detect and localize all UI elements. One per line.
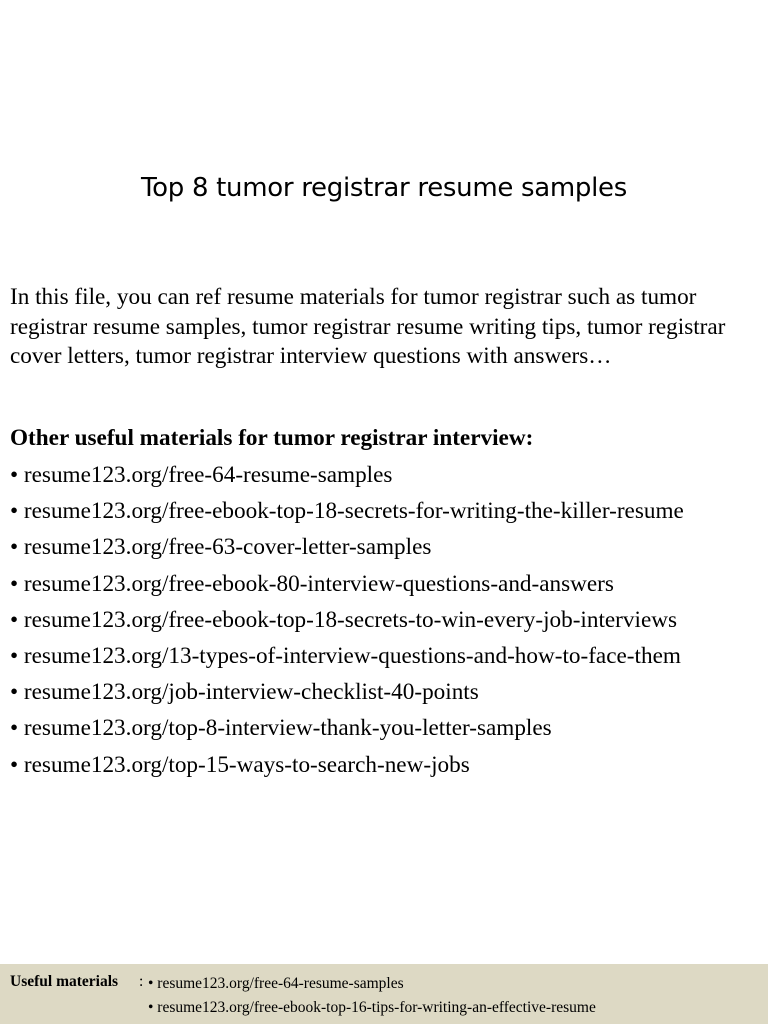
footer-link-item: • resume123.org/free-ebook-top-16-tips-for-writing-an-effective-resume	[148, 999, 596, 1016]
material-link-item: • resume123.org/free-64-resume-samples	[10, 462, 393, 488]
material-link-item: • resume123.org/13-types-of-interview-questions-and-how-to-face-them	[10, 643, 681, 670]
material-link-item: • resume123.org/top-8-interview-thank-you-letter-samples	[10, 715, 552, 742]
footer-label: Useful materials	[10, 973, 119, 990]
footer-link-item: • resume123.org/free-64-resume-samples	[148, 975, 404, 992]
footer-link-list	[148, 972, 596, 1020]
material-link-item: • resume123.org/free-ebook-top-18-secrets-to-win-every-job-interviews	[10, 606, 678, 633]
materials-heading: Other useful materials for tumor registrar interview:	[10, 425, 534, 451]
footer-colon: :	[139, 973, 144, 990]
footer-bar	[0, 964, 768, 1024]
page-title: Top 8 tumor registrar resume samples	[141, 173, 627, 203]
material-link-item: • resume123.org/free-ebook-80-interview-questions-and-answers	[10, 570, 614, 597]
materials-link-list	[10, 457, 766, 783]
material-link-item: • resume123.org/top-15-ways-to-search-new-jobs	[10, 751, 470, 778]
material-link-item: • resume123.org/free-63-cover-letter-samples	[10, 534, 432, 561]
material-link-item: • resume123.org/job-interview-checklist-40-points	[10, 679, 479, 706]
intro-paragraph: In this file, you can ref resume materials for tumor registrar such as tumor registrar resume samples, tumor registrar resume writing tips, tumor registrar cover letters, tumor registrar interview questions with answers…	[10, 284, 726, 369]
material-link-item: • resume123.org/free-ebook-top-18-secrets-for-writing-the-killer-resume	[10, 498, 684, 525]
